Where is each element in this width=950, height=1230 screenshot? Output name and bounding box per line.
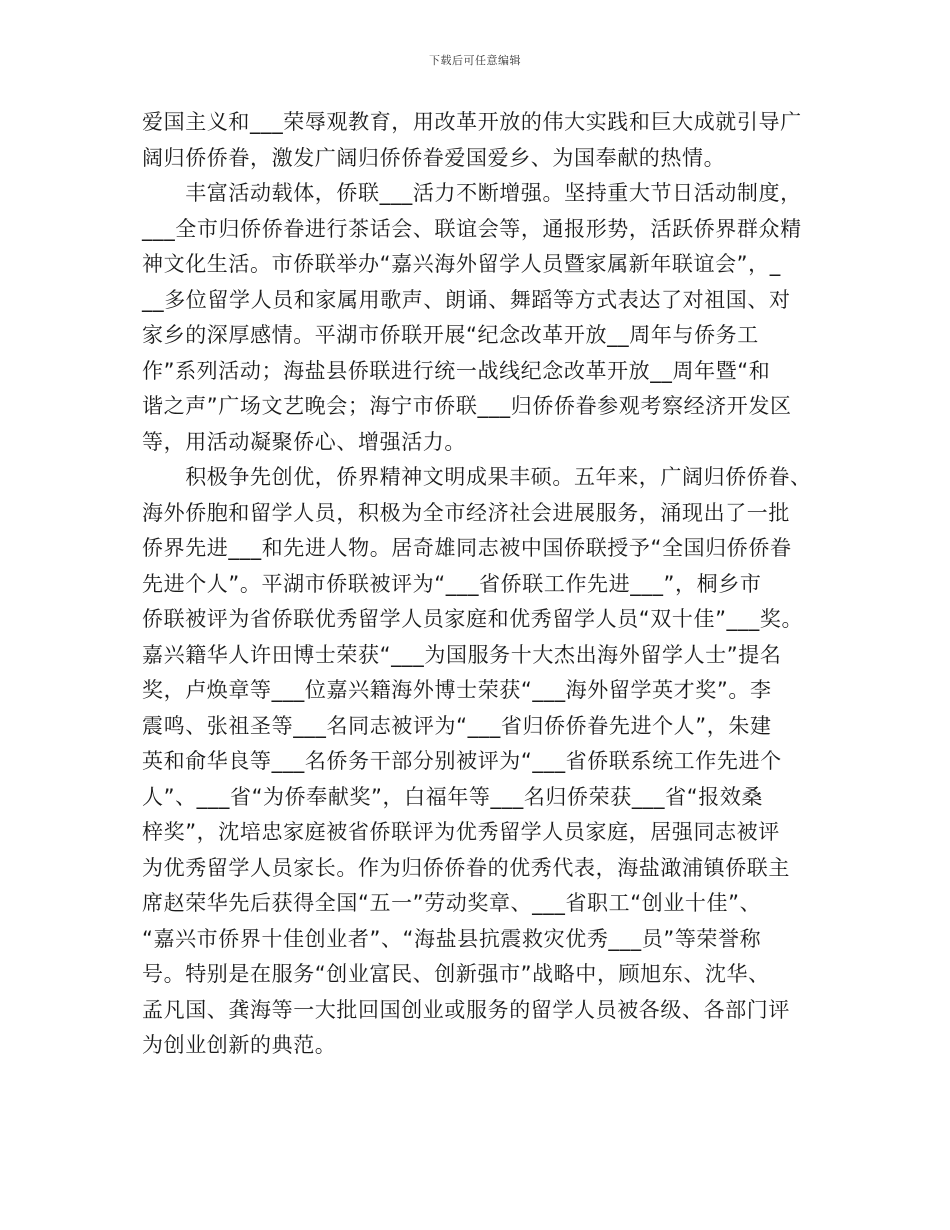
page-header: 下载后可任意编辑: [429, 54, 521, 67]
document-body: [142, 105, 822, 1064]
text-line: 丰富活动载体，侨联___活力不断增强。坚持重大节日活动制度，: [142, 181, 802, 205]
text-line: 谐之声”广场文艺晚会；海宁市侨联___归侨侨眷参观考察经济开发区: [142, 394, 792, 418]
text-line: “嘉兴市侨界十佳创业者”、“海盐县抗震救灾优秀___员”等荣誉称: [142, 926, 762, 951]
text-line: 震鸣、张祖圣等___名同志被评为“___省归侨侨眷先进个人”，朱建: [142, 713, 772, 738]
text-line: 人”、___省“为侨奉献奖”，白福年等___名归侨荣获___省“报效桑: [142, 784, 764, 809]
text-line: 先进个人”。平湖市侨联被评为“___省侨联工作先进___”，桐乡市: [142, 571, 762, 596]
text-line: 阔归侨侨眷，激发广阔归侨侨眷爱国爱乡、为国奉献的热情。: [142, 145, 726, 170]
text-line: 为优秀留学人员家长。作为归侨侨眷的优秀代表，海盐澉浦镇侨联主: [142, 855, 790, 880]
text-line: 积极争先创优，侨界精神文明成果丰硕。五年来，广阔归侨侨眷、: [142, 465, 812, 489]
text-line: 梓奖”，沈培忠家庭被省侨联评为优秀留学人员家庭，居强同志被评: [142, 820, 780, 844]
text-line: 侨联被评为省侨联优秀留学人员家庭和优秀留学人员“双十佳”___奖。: [142, 607, 804, 631]
text-line: 英和俞华良等___名侨务干部分别被评为“___省侨联系统工作先进个: [142, 749, 782, 773]
text-line: 奖，卢焕章等___位嘉兴籍海外博士荣获“___海外留学英才奖”。李: [142, 678, 772, 702]
text-line: 嘉兴籍华人许田博士荣获“___为国服务十大杰出海外留学人士”提名: [142, 642, 782, 667]
text-line: 爱国主义和___荣辱观教育，用改革开放的伟大实践和巨大成就引导广: [142, 110, 802, 134]
text-line: 海外侨胞和留学人员，积极为全市经济社会进展服务，涌现出了一批: [142, 500, 790, 525]
text-line: ___全市归侨侨眷进行茶话会、联谊会等，通报形势，活跃侨界群众精: [142, 216, 802, 241]
text-line: 神文化生活。市侨联举办“嘉兴海外留学人员暨家属新年联谊会”，_: [142, 252, 781, 276]
text-line: __多位留学人员和家属用歌声、朗诵、舞蹈等方式表达了对祖国、对: [142, 287, 791, 312]
text-line: 号。特别是在服务“创业富民、创新强市”战略中，顾旭东、沈华、: [142, 962, 770, 986]
text-line: 作”系列活动；海盐县侨联进行统一战线纪念改革开放__周年暨“和: [142, 358, 771, 383]
text-line: 为创业创新的典范。: [142, 1033, 337, 1057]
text-line: 等，用活动凝聚侨心、增强活力。: [142, 429, 466, 454]
text-line: 孟凡国、龚海等一大批回国创业或服务的留学人员被各级、各部门评: [142, 997, 790, 1022]
text-line: 家乡的深厚感情。平湖市侨联开展“纪念改革开放__周年与侨务工: [142, 323, 759, 347]
text-line: 席赵荣华先后获得全国“五一”劳动奖章、___省职工“创业十佳”、: [142, 891, 762, 915]
text-line: 侨界先进___和先进人物。居奇雄同志被中国侨联授予“全国归侨侨眷: [142, 536, 792, 560]
